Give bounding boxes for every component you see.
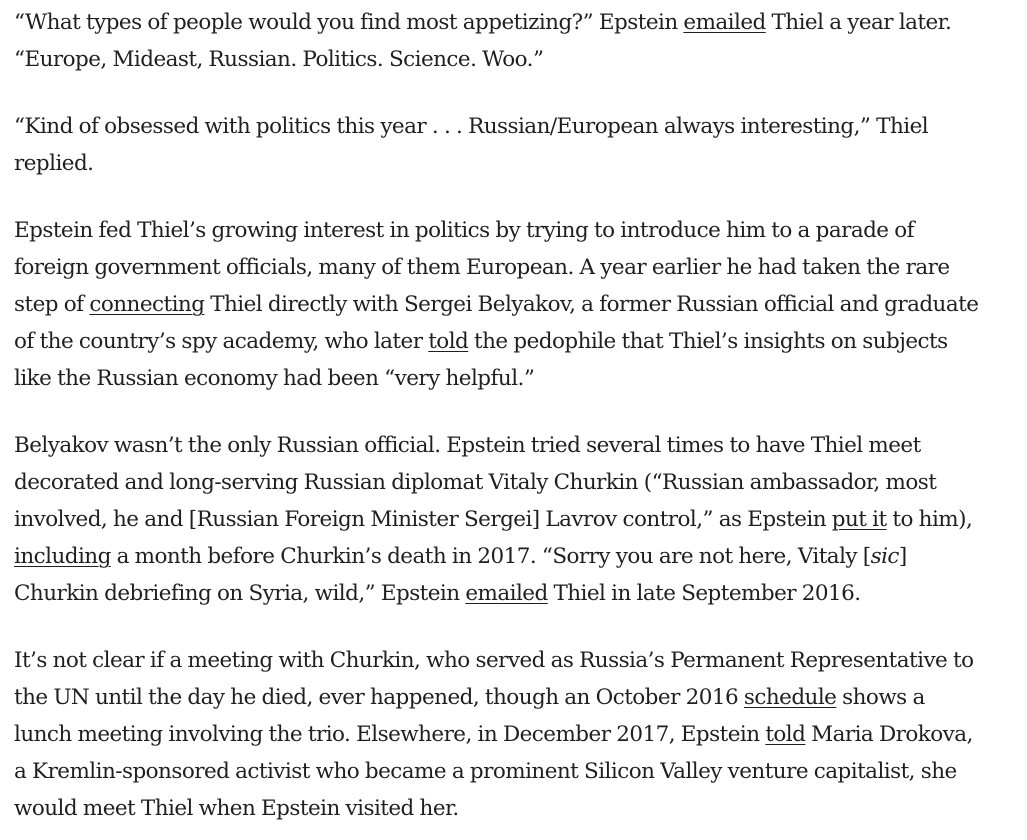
paragraph-2 (14, 108, 1013, 182)
text-line: “Europe, Mideast, Russian. Politics. Science. Woo.” (14, 47, 544, 72)
paragraph-4 (14, 427, 1013, 612)
connecting-link[interactable]: connecting (89, 292, 205, 317)
text-line: would meet Thiel when Epstein visited her. (14, 796, 459, 821)
text-line: the UN until the day he died, ever happened, though an October 2016 schedule shows a (14, 685, 925, 710)
told-link[interactable]: told (428, 329, 469, 354)
emailed-link[interactable]: emailed (465, 581, 548, 606)
paragraph-1 (14, 0, 1013, 78)
including-link[interactable]: including (14, 544, 111, 569)
text-line: involved, he and [Russian Foreign Minister Sergei] Lavrov control,” as Epstein put it to him), (14, 507, 973, 532)
paragraph-gap (14, 182, 1013, 212)
told-link[interactable]: told (765, 722, 806, 747)
text-line: like the Russian economy had been “very helpful.” (14, 366, 535, 391)
text-line: lunch meeting involving the trio. Elsewhere, in December 2017, Epstein told Maria Drokova, (14, 722, 973, 747)
paragraph-gap (14, 612, 1013, 642)
text-line: Churkin debriefing on Syria, wild,” Epstein emailed Thiel in late September 2016. (14, 581, 861, 606)
emailed-link[interactable]: emailed (683, 10, 766, 35)
text-line: “Kind of obsessed with politics this year . . . Russian/European always interesting,” Thiel (14, 114, 929, 139)
paragraph-gap (14, 397, 1013, 427)
text-line: replied. (14, 151, 94, 176)
text-line: “What types of people would you find most appetizing?” Epstein emailed Thiel a year later. (14, 10, 952, 35)
text-line: Epstein fed Thiel’s growing interest in politics by trying to introduce him to a parade of (14, 218, 915, 243)
text-line: Belyakov wasn’t the only Russian official. Epstein tried several times to have Thiel meet (14, 433, 921, 458)
text-line: foreign government officials, many of them European. A year earlier he had taken the rare (14, 255, 950, 280)
text-line: step of connecting Thiel directly with Sergei Belyakov, a former Russian official and graduate (14, 292, 979, 317)
text-line: a Kremlin-sponsored activist who became a prominent Silicon Valley venture capitalist, she (14, 759, 957, 784)
paragraph-gap (14, 78, 1013, 108)
text-line: of the country’s spy academy, who later told the pedophile that Thiel’s insights on subjects (14, 329, 948, 354)
paragraph-5 (14, 642, 1013, 827)
text-line: It’s not clear if a meeting with Churkin, who served as Russia’s Permanent Representative to (14, 648, 974, 673)
text-line: including a month before Churkin’s death in 2017. “Sorry you are not here, Vitaly [sic] (14, 544, 907, 569)
text-line: decorated and long-serving Russian diplomat Vitaly Churkin (“Russian ambassador, most (14, 470, 937, 495)
sic-annotation: sic (870, 544, 899, 569)
schedule-link[interactable]: schedule (743, 685, 837, 710)
put-it-link[interactable]: put it (831, 507, 887, 532)
paragraph-3 (14, 212, 1013, 397)
